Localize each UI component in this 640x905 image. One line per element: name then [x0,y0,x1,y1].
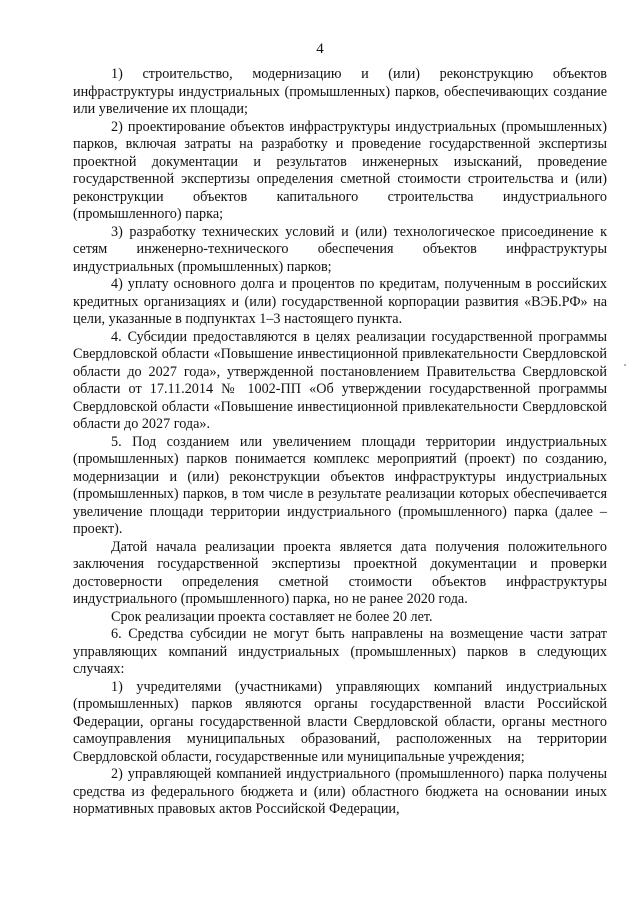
paragraph-section-6-restrictions: 6. Средства субсидии не могут быть направлены на возмещение части затрат управляющих компаний индустриальных (промышленных) парков в следующих случаях: [73,626,607,677]
scan-margin-mark [624,364,626,366]
page-number: 4 [316,41,324,57]
paragraph-restriction-2-federal-funds: 2) управляющей компанией индустриального (промышленного) парка получены средства из федерального бюджета и (или) областного бюджета на основании иных нормативных правовых актов Российской Федерации, [73,766,607,817]
paragraph-item-4-loan-repayment: 4) уплату основного долга и процентов по кредитам, полученным в российских кредитных организациях и (или) государственной корпорации развития «ВЭБ.РФ» на цели, указанные в подпунктах 1–3 настоящего пункта. [73,276,607,327]
paragraph-project-start-date: Датой начала реализации проекта является дата получения положительного заключения государственной экспертизы проектной документации и проверки достоверности определения сметной стоимости объектов инфраструктуры индустриального (промышленного) парка, но не ранее 2020 года. [73,538,607,607]
paragraph-item-2-design: 2) проектирование объектов инфраструктуры индустриальных (промышленных) парков, включая затраты на разработку и проведение государственной экспертизы проектной документации и результатов инженерных изысканий, проведение государственной экспертизы определения сметной стоимости строительства и (или) реконструкции объектов капитального строительства индустриального (промышленного) парка; [73,118,607,222]
paragraph-section-5-definition: 5. Под созданием или увеличением площади территории индустриальных (промышленных) парков понимается комплекс мероприятий (проект) по созданию, модернизации и (или) реконструкции объектов инфраструктуры индустриальных (промышленных) парков, в том числе в результате реализации которых обеспечивается увеличение площади территории индустриального (промышленного) парка (далее – проект). [73,433,607,537]
paragraph-restriction-1-founders: 1) учредителями (участниками) управляющих компаний индустриальных (промышленных) парков являются органы государственной власти Российской Федерации, органы государственной власти Свердловской области, органы местного самоуправления муниципальных образований, расположенных на территории Свердловской области, государственные или муниципальные учреждения; [73,678,607,765]
paragraph-project-term: Срок реализации проекта составляет не более 20 лет. [111,608,433,625]
document-body [73,66,607,819]
paragraph-item-1-construction: 1) строительство, модернизацию и (или) реконструкцию объектов инфраструктуры индустриальных (промышленных) парков, обеспечивающих создание или увеличение их площади; [73,66,607,117]
paragraph-item-3-technical-conditions: 3) разработку технических условий и (или) технологическое присоединение к сетям инженерно-технического обеспечения объектов инфраструктуры индустриальных (промышленных) парков; [73,223,607,275]
paragraph-section-4-subsidies-purpose: 4. Субсидии предоставляются в целях реализации государственной программы Свердловской области «Повышение инвестиционной привлекательности Свердловской области до 2027 года», утвержденной постановлением Правительства Свердловской области от 17.11.2014 № 1002-ПП «Об утверждении государственной программы Свердловской области «Повышение инвестиционной привлекательности Свердловской области до 2027 года». [73,328,607,432]
